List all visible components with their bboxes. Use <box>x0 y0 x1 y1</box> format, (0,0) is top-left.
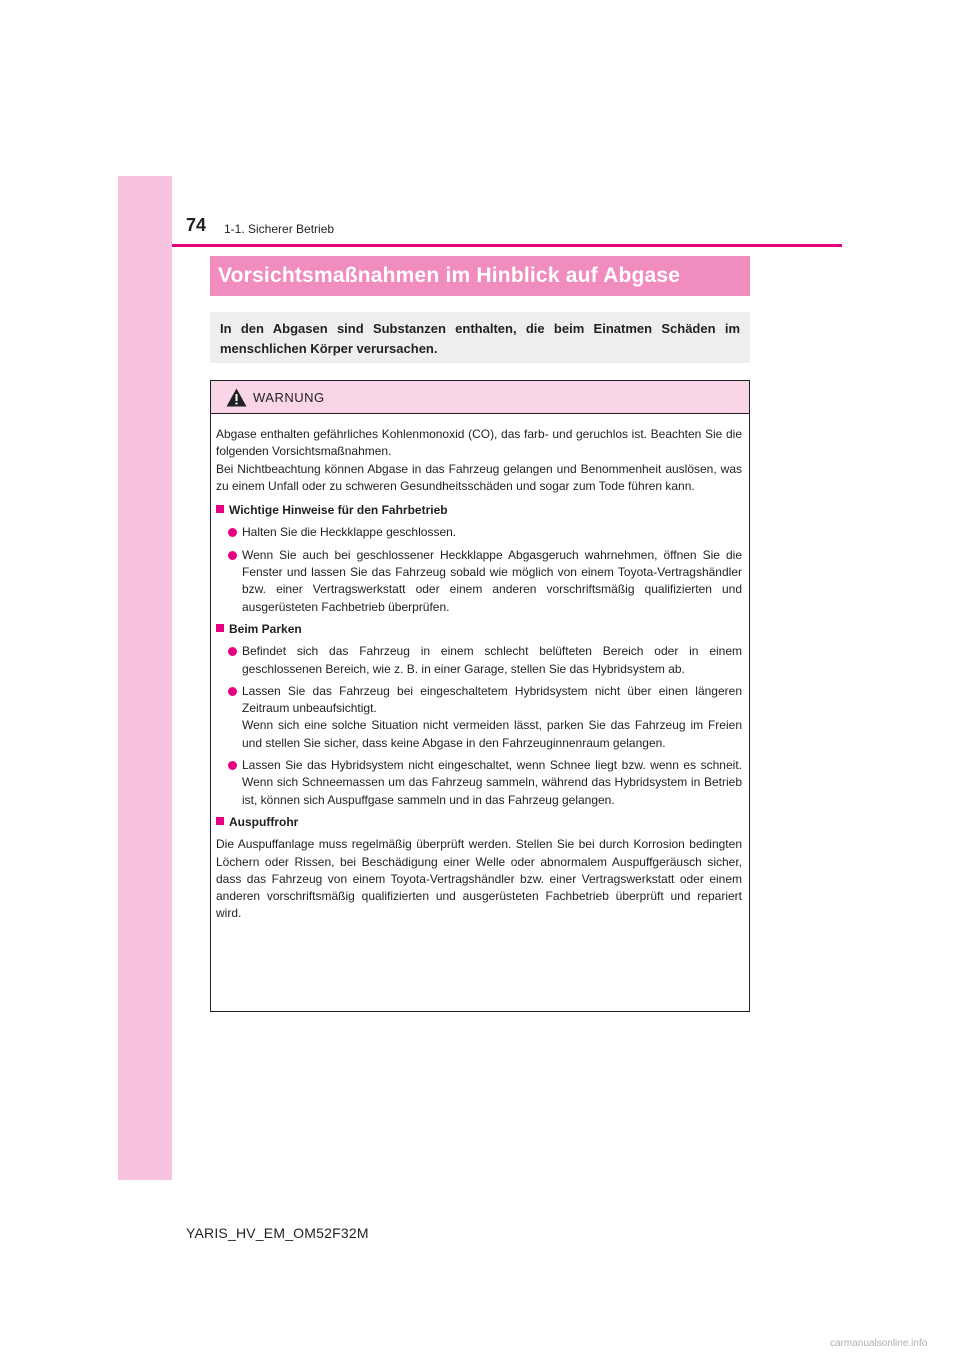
list-item-text: Lassen Sie das Fahrzeug bei eingeschaltetem Hybridsystem nicht über einen längeren Zeitraum unbeaufsichtigt. <box>242 683 742 716</box>
warning-label: WARNUNG <box>253 389 325 405</box>
warning-intro <box>216 426 742 495</box>
round-bullet-icon <box>228 647 237 656</box>
section-heading <box>216 621 742 638</box>
list-item <box>228 524 742 541</box>
page-number: 74 <box>186 215 207 235</box>
watermark: carmanualsonline.info <box>830 1338 928 1349</box>
list-item <box>228 643 742 678</box>
list-item <box>228 757 742 809</box>
section-heading-text: Auspuffrohr <box>229 814 299 829</box>
list-item-text: Befindet sich das Fahrzeug in einem schlecht belüfteten Bereich oder in einem geschlossenen Bereich, wie z. B. in einer Garage, stellen Sie das Hybridsystem ab. <box>242 644 742 676</box>
list-item-text: Lassen Sie das Hybridsystem nicht eingeschaltet, wenn Schnee liegt bzw. wenn es schneit. Wenn sich Schneemassen um das Fahrzeug sammeln, während das Hybridsystem in Betrieb ist, können sich Auspuffgase sammeln und in das Fahrzeug gelangen. <box>242 758 742 807</box>
list-item-text: Halten Sie die Heckklappe geschlossen. <box>242 525 457 540</box>
round-bullet-icon <box>228 551 237 560</box>
list-item-text: Wenn Sie auch bei geschlossener Heckklappe Abgasgeruch wahrnehmen, öffnen Sie die Fenster und lassen Sie das Fahrzeug sobald wie möglich von einem Toyota-Vertragshändler bzw. einer Vertragswerkstatt oder einem anderen vorschriftsmäßig qualifizierten und ausgerüsteten Fachbetrieb überprüfen. <box>242 547 742 614</box>
square-bullet-icon <box>216 505 224 513</box>
list-item <box>228 683 742 752</box>
list-item-text: Wenn sich eine solche Situation nicht vermeiden lässt, parken Sie das Fahrzeug im Freien und stellen Sie sicher, dass keine Abgase in den Fahrzeuginnenraum gelangen. <box>242 718 742 750</box>
footer-document-code: YARIS_HV_EM_OM52F32M <box>186 1225 369 1241</box>
square-bullet-icon <box>216 624 224 632</box>
warning-intro-line: Abgase enthalten gefährliches Kohlenmonoxid (CO), das farb- und geruchlos ist. Beachten Sie die folgenden Vorsichtsmaßnahmen. <box>216 427 742 459</box>
section-heading-text: Beim Parken <box>229 621 302 636</box>
round-bullet-icon <box>228 761 237 770</box>
title-bar <box>210 256 750 296</box>
side-tab-band <box>118 176 172 1180</box>
warning-intro-line: Bei Nichtbeachtung können Abgase in das Fahrzeug gelangen und Benommenheit auslösen, was zu einem Unfall oder zu schweren Gesundheitsschäden und sogar zum Tode führen kann. <box>216 461 742 493</box>
warning-box <box>210 380 750 1012</box>
section-label: 1-1. Sicherer Betrieb <box>224 222 335 236</box>
list-item <box>228 547 742 616</box>
warning-triangle-icon <box>226 388 247 407</box>
section-text: Die Auspuffanlage muss regelmäßig überprüft werden. Stellen Sie bei durch Korrosion bedingten Löchern oder Rissen, bei Beschädigung einer Welle oder abnormalem Auspuffgeräusch sicher, dass das Fahrzeug von einem Toyota-Vertragshändler bzw. einer Vertragswerkstatt oder einem anderen vorschriftsmäßig qualifizierten und ausgerüsteten Fachbetrieb überprüft und repariert wird. <box>216 837 742 921</box>
warning-body <box>211 414 749 923</box>
section-heading <box>216 502 742 519</box>
round-bullet-icon <box>228 528 237 537</box>
header-rule <box>172 244 842 247</box>
intro-box: In den Abgasen sind Substanzen enthalten, die beim Einatmen Schäden im menschlichen Körper verursachen. <box>210 312 750 363</box>
page-title: Vorsichtsmaßnahmen im Hinblick auf Abgase <box>218 264 681 287</box>
square-bullet-icon <box>216 817 224 825</box>
warning-header <box>211 381 749 414</box>
round-bullet-icon <box>228 687 237 696</box>
section-heading <box>216 814 742 831</box>
section-heading-text: Wichtige Hinweise für den Fahrbetrieb <box>229 503 448 518</box>
